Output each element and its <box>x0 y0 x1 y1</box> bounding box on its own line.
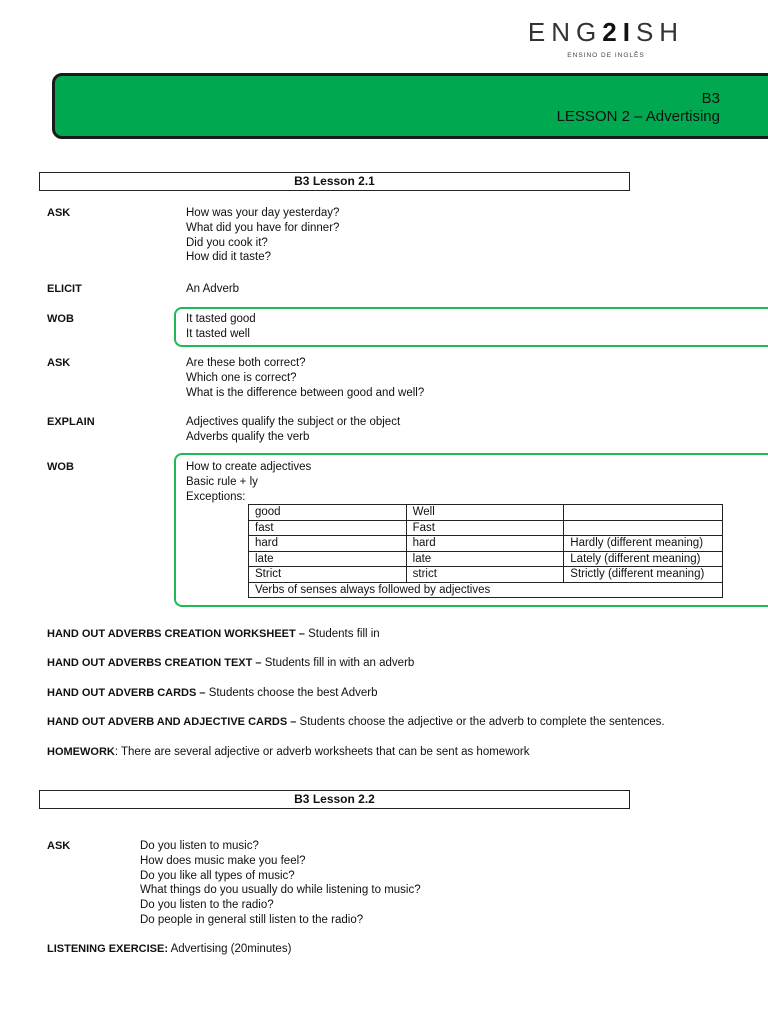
ask-questions <box>140 839 421 928</box>
wob-label: WOB <box>47 313 74 325</box>
explain-line: Adverbs qualify the verb <box>186 430 310 443</box>
wob-label: WOB <box>47 461 74 473</box>
question-line: Do you listen to music? <box>140 840 259 852</box>
question-line: What things do you usually do while listening to music? <box>140 884 421 897</box>
ask-questions <box>186 206 339 265</box>
question-line: Do you like all types of music? <box>140 869 295 882</box>
question-line: How did it taste? <box>186 251 272 264</box>
question-line: How does music make you feel? <box>140 854 306 867</box>
listening-exercise: LISTENING EXERCISE: Advertising (20minutes) <box>47 943 292 955</box>
question-line: Do you listen to the radio? <box>140 899 274 912</box>
explain-label: EXPLAIN <box>47 416 95 428</box>
question-line: What is the difference between good and well? <box>186 386 425 399</box>
question-line: Do people in general still listen to the radio? <box>140 913 364 926</box>
question-line: Are these both correct? <box>186 357 306 369</box>
lesson-2-1-heading: B3 Lesson 2.1 <box>39 172 630 191</box>
banner-level: B3 <box>701 90 720 107</box>
table-row: good Well <box>249 505 723 521</box>
lesson-banner <box>52 73 768 139</box>
handout-adverb-cards: HAND OUT ADVERB CARDS – Students choose the best Adverb <box>47 687 378 699</box>
elicit-label: ELICIT <box>47 283 82 295</box>
ask-label: ASK <box>47 840 71 852</box>
brand-tagline: ENSINO DE INGLÊS <box>567 52 645 59</box>
homework-note: HOMEWORK: There are several adjective or adverb worksheets that can be sent as homework <box>47 746 530 758</box>
elicit-text: An Adverb <box>186 283 240 295</box>
ask-label: ASK <box>47 207 71 219</box>
lesson-2-2-heading: B3 Lesson 2.2 <box>39 790 630 809</box>
table-row: hard hard Hardly (different meaning) <box>249 536 723 552</box>
wob-highlight-box <box>174 307 768 347</box>
table-row: fast Fast <box>249 520 723 536</box>
question-line: How was your day yesterday? <box>186 207 340 219</box>
adverb-exceptions-table <box>248 504 723 598</box>
banner-title: LESSON 2 – Advertising <box>556 108 720 125</box>
table-footer-row: Verbs of senses always followed by adjectives <box>249 582 723 598</box>
handout-text: HAND OUT ADVERBS CREATION TEXT – Students fill in with an adverb <box>47 657 415 669</box>
wob-line: Exceptions: <box>186 490 246 503</box>
question-line: Which one is correct? <box>186 371 297 384</box>
wob-line: It tasted well <box>186 327 250 340</box>
wob-line: Basic rule + ly <box>186 475 258 488</box>
wob-line: It tasted good <box>186 313 256 325</box>
wob-line: How to create adjectives <box>186 461 312 473</box>
handout-worksheet: HAND OUT ADVERBS CREATION WORKSHEET – Students fill in <box>47 628 380 640</box>
ask-questions <box>186 356 424 400</box>
wob-lines <box>186 312 256 342</box>
brand-logo: ENG2ISH <box>527 17 685 47</box>
explain-line: Adjectives qualify the subject or the object <box>186 416 401 428</box>
handout-adjective-cards: HAND OUT ADVERB AND ADJECTIVE CARDS – Students choose the adjective or the adverb to complete the sentences. <box>47 716 665 728</box>
question-line: Did you cook it? <box>186 236 268 249</box>
question-line: What did you have for dinner? <box>186 221 340 234</box>
explain-lines <box>186 415 400 445</box>
table-row: late late Lately (different meaning) <box>249 551 723 567</box>
wob-lines <box>186 460 311 504</box>
ask-label: ASK <box>47 357 71 369</box>
table-row: Strict strict Strictly (different meaning) <box>249 567 723 583</box>
